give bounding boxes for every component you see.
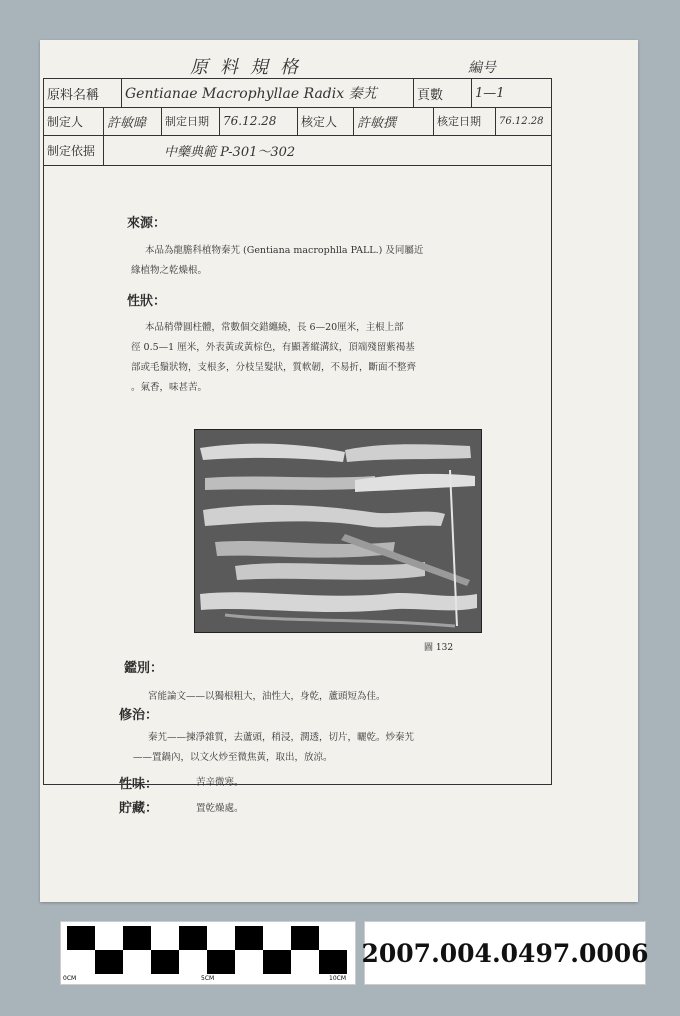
basis-label: 制定依据: [44, 135, 104, 165]
scale-square: [291, 950, 319, 974]
processing-text-line-1: 秦艽——揀淨雜質，去蘆頭，稍浸，潤透，切片，曬乾。炒秦艽: [148, 732, 415, 743]
material-name-value: Gentianae Macrophyllae Radix 秦艽: [122, 79, 414, 107]
check-date-value: 76.12.28: [499, 115, 544, 127]
scale-square: [235, 926, 263, 950]
scale-square: [291, 926, 319, 950]
scale-square: [207, 926, 235, 950]
scale-square: [319, 926, 347, 950]
scale-square: [151, 926, 179, 950]
scale-square: [123, 950, 151, 974]
source-text-line-1: 本品為龍膽科植物秦艽 (Gentiana macrophlla PALL.) 及同屬近: [145, 245, 424, 256]
scale-square: [95, 926, 123, 950]
scale-label-0: 0CM: [63, 975, 77, 982]
basis-value: 中藥典範 P-301～302: [164, 144, 296, 160]
scale-square: [95, 950, 123, 974]
character-text-line-3: 部或毛鬚狀物，支根多，分枝呈髮狀，質軟韌，不易折，斷面不整齊: [131, 362, 417, 373]
material-name-label: 原料名稱: [44, 79, 122, 107]
scale-label-5: 5CM: [201, 975, 215, 982]
header-table: [43, 78, 552, 166]
scale-square: [151, 950, 179, 974]
taste-heading: 性味：: [119, 777, 159, 792]
scale-square: [67, 950, 95, 974]
identification-heading: 鑑別：: [124, 661, 164, 676]
root-illustration: [195, 430, 481, 632]
processing-text-line-2: ——置鍋內，以文火炒至微焦黃，取出，放涼。: [133, 752, 333, 763]
scale-square: [235, 950, 263, 974]
character-text-line-2: 徑 0.5—1 厘米，外表黃或黃棕色，有顯著縱溝紋，頂端殘留紫褐基: [131, 342, 415, 353]
character-text-line-1: 本品稍帶圓柱體，常數個交錯纏繞，長 6—20厘米，主根上部: [145, 322, 404, 333]
scale-square: [123, 926, 151, 950]
number-label: 編号: [468, 60, 496, 76]
accession-number: 2007.004.0497.0006: [364, 921, 646, 985]
identification-text: 宮能論文——以獨根粗大，油性大，身乾，蘆頭短為佳。: [148, 691, 386, 702]
scale-square: [263, 926, 291, 950]
checker-value: 許敏撰: [354, 107, 434, 135]
header-row-3: [44, 135, 551, 165]
scale-square: [319, 950, 347, 974]
measurement-scale-bar: [60, 921, 356, 985]
storage-heading: 貯藏：: [119, 801, 159, 816]
maker-value: 許敏暐: [104, 107, 162, 135]
scale-label-10: 10CM: [329, 975, 347, 982]
figure-caption: 圖 132: [424, 643, 454, 653]
storage-text: 置乾燥處。: [196, 803, 244, 814]
pages-label: 頁數: [414, 79, 472, 107]
taste-text: 苦辛微寒。: [196, 777, 244, 788]
scale-square: [67, 926, 95, 950]
character-text-line-4: 。氣香，味甚苦。: [131, 382, 208, 393]
scale-square: [263, 950, 291, 974]
header-row-2: [44, 107, 551, 136]
root-specimen-photo: [194, 429, 482, 633]
source-text-line-2: 緣植物之乾燥根。: [131, 265, 208, 276]
scale-square: [207, 950, 235, 974]
source-heading: 來源：: [127, 216, 167, 231]
scale-square: [179, 926, 207, 950]
check-date-label: 核定日期: [434, 107, 496, 135]
make-date-value: 76.12.28: [220, 107, 298, 135]
make-date-label: 制定日期: [162, 107, 220, 135]
checker-label: 核定人: [298, 107, 354, 135]
processing-heading: 修治：: [119, 708, 159, 723]
checker-scale: [61, 922, 355, 984]
maker-label: 制定人: [44, 107, 104, 135]
scale-square: [179, 950, 207, 974]
document-title: 原料規格: [190, 57, 310, 78]
header-row-1: [44, 79, 551, 108]
pages-value: 1—1: [475, 85, 505, 101]
character-heading: 性狀：: [127, 294, 167, 309]
